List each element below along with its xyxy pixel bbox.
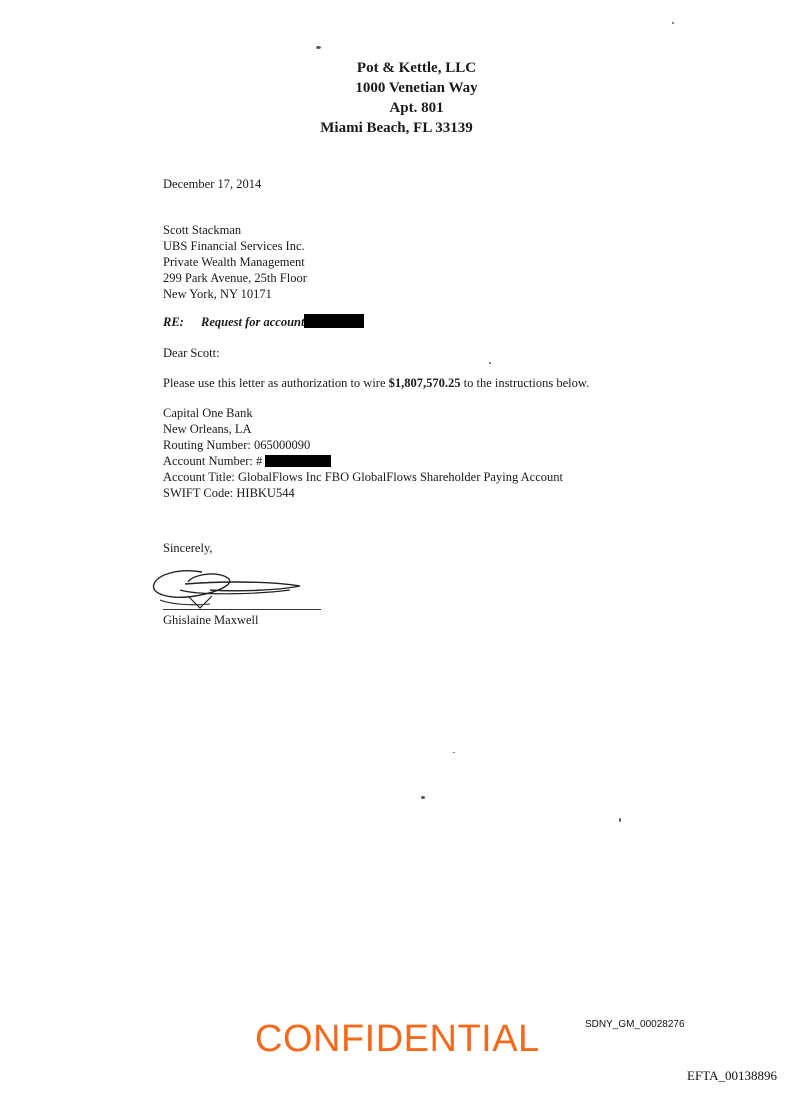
subject-line (163, 314, 364, 330)
routing-number: Routing Number: 065000090 (163, 438, 311, 452)
instruction-text-before: Please use this letter as authorization to wire (163, 376, 386, 390)
account-title: Account Title: GlobalFlows Inc FBO GlobalFlows Shareholder Paying Account (163, 470, 563, 484)
instruction-text-after: to the instructions below. (463, 376, 590, 390)
bank-details (163, 405, 563, 501)
scan-speck (619, 818, 621, 822)
recipient-address (163, 222, 307, 302)
closing: Sincerely, (163, 541, 213, 555)
bank-location: New Orleans, LA (163, 422, 252, 436)
bank-name: Capital One Bank (163, 406, 253, 420)
signature-image (140, 560, 310, 615)
wire-instruction (163, 375, 589, 391)
account-number-line (163, 453, 563, 469)
scan-speck (489, 362, 491, 364)
recipient-city: New York, NY 10171 (163, 287, 272, 301)
signature-line (163, 609, 321, 610)
letterhead-street: 1000 Venetian Way (355, 80, 478, 96)
swift-code: SWIFT Code: HIBKU544 (163, 486, 295, 500)
confidential-stamp: CONFIDENTIAL (255, 1018, 540, 1060)
scan-speck (672, 22, 674, 24)
recipient-company: UBS Financial Services Inc. (163, 239, 305, 253)
salutation: Dear Scott: (163, 346, 220, 360)
account-number-label: Account Number: # (163, 454, 263, 468)
subject-label: RE: (163, 315, 184, 329)
redaction-box (304, 314, 364, 328)
recipient-department: Private Wealth Management (163, 255, 305, 269)
letter-date: December 17, 2014 (163, 177, 262, 191)
letterhead-company-name: Pot & Kettle, LLC (356, 60, 477, 76)
letterhead-unit: Apt. 801 (389, 100, 444, 116)
letterhead (0, 58, 793, 138)
signer-name: Ghislaine Maxwell (163, 613, 259, 627)
letterhead-city: Miami Beach, FL 33139 (320, 120, 473, 136)
wire-amount: $1,807,570.25 (388, 376, 461, 390)
scan-speck (316, 46, 321, 49)
scan-speck (421, 796, 425, 799)
subject-text: Request for account (201, 315, 305, 329)
redaction-box (265, 455, 331, 467)
scan-speck (453, 752, 455, 753)
recipient-name: Scott Stackman (163, 223, 242, 237)
bates-number: SDNY_GM_00028276 (585, 1019, 685, 1030)
recipient-street: 299 Park Avenue, 25th Floor (163, 271, 307, 285)
efta-number: EFTA_00138896 (687, 1068, 777, 1083)
